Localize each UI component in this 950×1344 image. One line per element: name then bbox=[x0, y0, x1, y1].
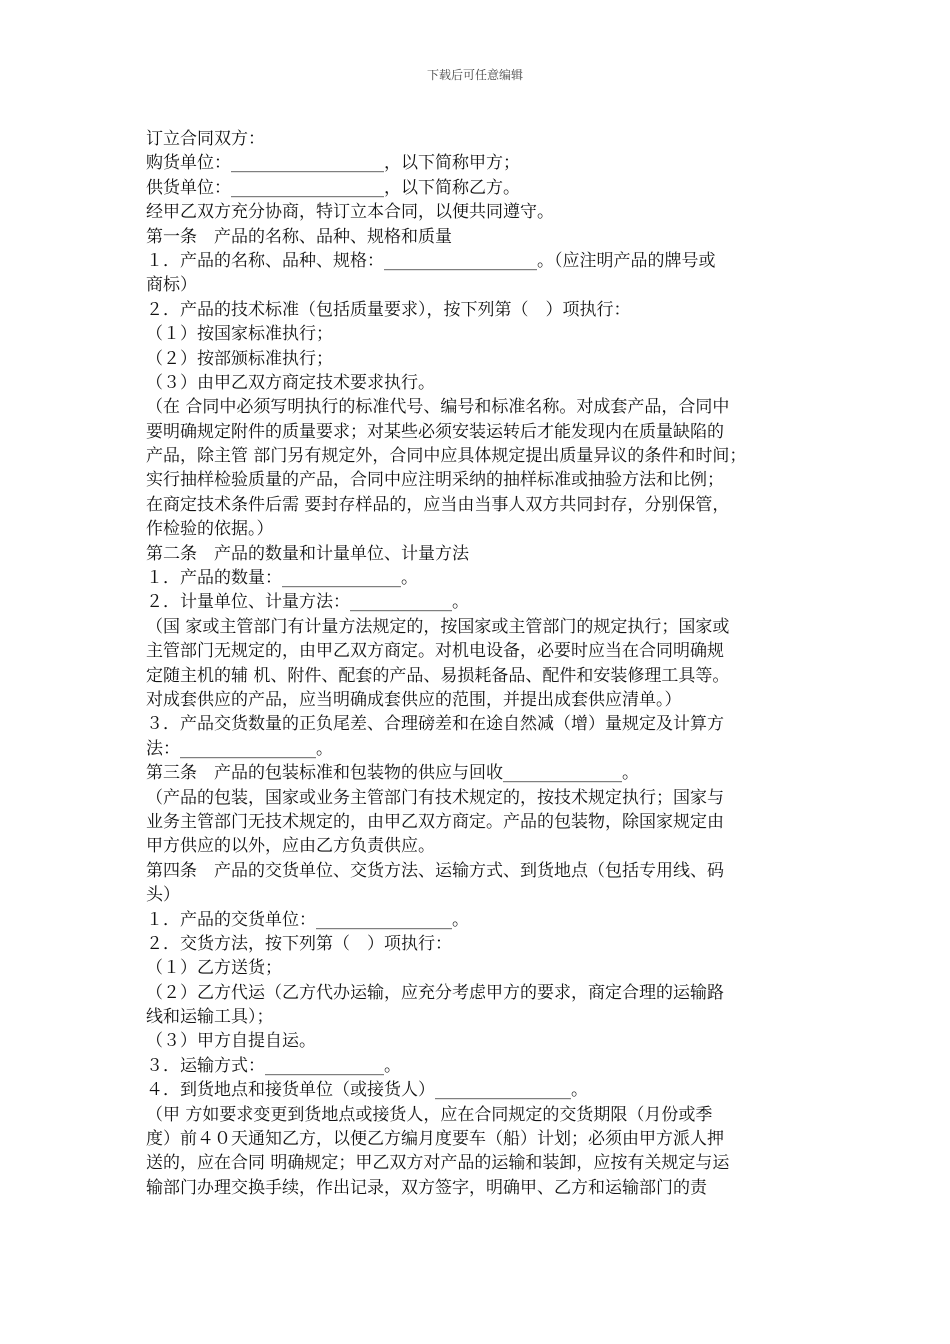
text-line: （２）乙方代运（乙方代办运输，应充分考虑甲方的要求，商定合理的运输路 bbox=[146, 982, 724, 1003]
text-line: １．产品的数量：______________。 bbox=[146, 568, 418, 589]
text-line: 实行抽样检验质量的产品，合同中应注明采纳的抽样标准或抽验方法和比例； bbox=[146, 470, 724, 491]
text-line: （产品的包装，国家或业务主管部门有技术规定的，按技术规定执行；国家与 bbox=[146, 787, 724, 808]
text-line: 甲方供应的以外，应由乙方负责供应。 bbox=[146, 836, 435, 857]
contract-body bbox=[146, 127, 826, 1200]
text-line: ２．交货方法，按下列第（ ）项执行： bbox=[146, 933, 452, 954]
text-line: （在 合同中必须写明执行的标准代号、编号和标准名称。对成套产品，合同中 bbox=[146, 397, 730, 418]
text-line: 在商定技术条件后需 要封存样品的，应当由当事人双方共同封存，分别保管， bbox=[146, 494, 730, 515]
text-line: 对成套供应的产品，应当明确成套供应的范围，并提出成套供应清单。） bbox=[146, 689, 682, 710]
text-line: 购货单位：__________________，以下简称甲方； bbox=[146, 153, 520, 174]
text-line: 头） bbox=[146, 885, 180, 906]
text-line: （３）甲方自提自运。 bbox=[146, 1031, 316, 1052]
text-line: （国 家或主管部门有计量方法规定的，按国家或主管部门的规定执行；国家或 bbox=[146, 616, 730, 637]
text-line: 法：________________。 bbox=[146, 738, 333, 759]
text-line: １．产品的交货单位：________________。 bbox=[146, 909, 469, 930]
text-line: １．产品的名称、品种、规格：__________________。（应注明产品的牌号或 bbox=[146, 250, 716, 271]
text-line: （３）由甲乙双方商定技术要求执行。 bbox=[146, 372, 435, 393]
text-line: 经甲乙双方充分协商，特订立本合同，以便共同遵守。 bbox=[146, 202, 554, 223]
text-line: 定随主机的辅 机、附件、配套的产品、易损耗备品、配件和安装修理工具等。 bbox=[146, 665, 730, 686]
text-line: 第二条 产品的数量和计量单位、计量方法 bbox=[146, 543, 469, 564]
text-line: 要明确规定附件的质量要求；对某些必须安装运转后才能发现内在质量缺陷的 bbox=[146, 421, 724, 442]
text-line: ３．产品交货数量的正负尾差、合理磅差和在途自然减（增）量规定及计算方 bbox=[146, 714, 724, 735]
text-line: 第四条 产品的交货单位、交货方法、运输方式、到货地点（包括专用线、码 bbox=[146, 860, 724, 881]
text-line: 订立合同双方： bbox=[146, 129, 265, 149]
text-line: 作检验的依据。） bbox=[146, 519, 274, 540]
page-header-note: 下载后可任意编辑 bbox=[426, 68, 523, 82]
text-line: 商标） bbox=[146, 275, 197, 296]
text-line: 主管部门无规定的，由甲乙双方商定。对机电设备，必要时应当在合同明确规 bbox=[146, 641, 724, 662]
text-line: （１）按国家标准执行； bbox=[146, 324, 333, 345]
text-line: （甲 方如要求变更到货地点或接货人，应在合同规定的交货期限（月份或季 bbox=[146, 1104, 713, 1125]
text-line: 产品，除主管 部门另有规定外，合同中应具体规定提出质量异议的条件和时间； bbox=[146, 446, 747, 467]
text-line: ２．计量单位、计量方法：____________。 bbox=[146, 592, 469, 613]
text-line: 供货单位：__________________，以下简称乙方。 bbox=[146, 177, 520, 198]
text-line: 业务主管部门无技术规定的，由甲乙双方商定。产品的包装物，除国家规定由 bbox=[146, 811, 724, 832]
text-line: ２．产品的技术标准（包括质量要求），按下列第（ ）项执行： bbox=[146, 299, 631, 320]
text-line: 输部门办理交换手续，作出记录，双方签字，明确甲、乙方和运输部门的责 bbox=[146, 1177, 707, 1198]
text-line: 第一条 产品的名称、品种、规格和质量 bbox=[146, 226, 452, 247]
text-line: ４．到货地点和接货单位（或接货人）________________。 bbox=[146, 1080, 588, 1101]
text-line: （１）乙方送货； bbox=[146, 958, 282, 979]
text-line: 第三条 产品的包装标准和包装物的供应与回收______________。 bbox=[146, 763, 639, 784]
text-line: ３．运输方式：______________。 bbox=[146, 1055, 401, 1076]
text-line: 线和运输工具）； bbox=[146, 1007, 274, 1028]
text-line: （２）按部颁标准执行； bbox=[146, 348, 333, 369]
text-line: 度）前４０天通知乙方，以便乙方编月度要车（船）计划；必须由甲方派人押 bbox=[146, 1129, 724, 1150]
text-line: 送的，应在合同 明确规定；甲乙双方对产品的运输和装卸，应按有关规定与运 bbox=[146, 1153, 730, 1174]
